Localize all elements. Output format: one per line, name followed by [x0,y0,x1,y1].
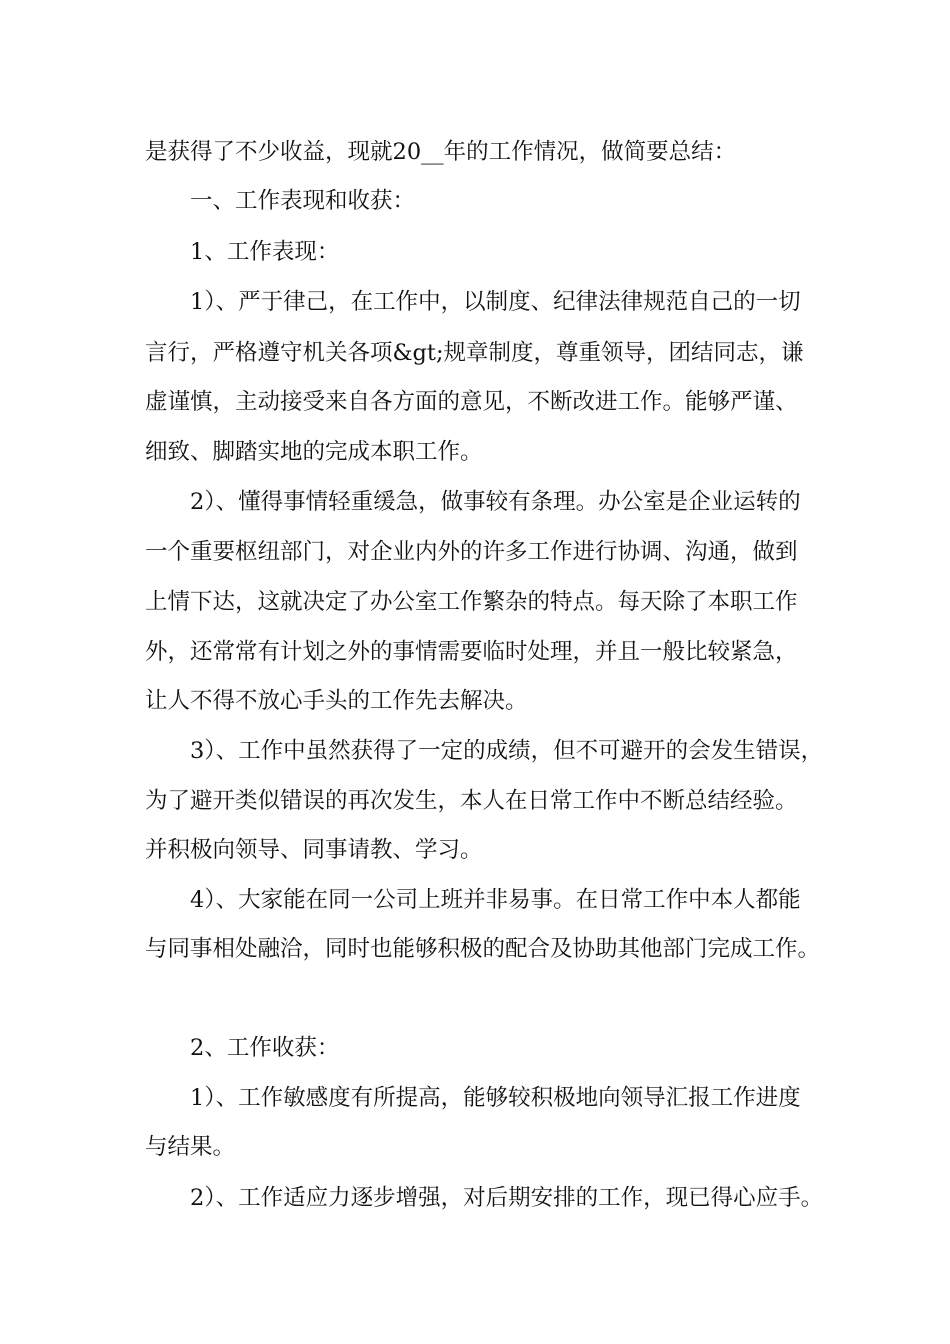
paragraph-line: 2）、懂得事情轻重缓急，做事较有条理。办公室是企业运转的 [190,489,801,515]
paragraph-line: 4）、大家能在同一公司上班并非易事。在日常工作中本人都能 [190,887,801,913]
paragraph-line: 2）、工作适应力逐步增强，对后期安排的工作，现已得心应手。 [190,1185,824,1211]
paragraph-line: 与结果。 [145,1134,236,1160]
paragraph-line: 1）、严于律己，在工作中，以制度、纪律法律规范自己的一切 [190,289,801,315]
subsection-heading-work-performance: 1、工作表现： [190,239,340,265]
paragraph-line: 外，还常常有计划之外的事情需要临时处理，并且一般比较紧急， [145,639,798,665]
paragraph-line: 上情下达，这就决定了办公室工作繁杂的特点。每天除了本职工作 [145,589,798,615]
paragraph-line: 一个重要枢纽部门，对企业内外的许多工作进行协调、沟通，做到 [145,539,798,565]
paragraph-line: 与同事相处融洽，同时也能够积极的配合及协助其他部门完成工作。 [145,936,821,962]
section-heading-1: 一、工作表现和收获： [190,188,416,214]
paragraph-line: 言行，严格遵守机关各项&gt;规章制度，尊重领导，团结同志，谦 [145,340,804,366]
paragraph-line: 3）、工作中虽然获得了一定的成绩，但不可避开的会发生错误， [190,738,824,764]
paragraph-line: 让人不得不放心手头的工作先去解决。 [145,688,528,714]
subsection-heading-work-gains: 2、工作收获： [190,1035,340,1061]
paragraph-line: 1）、工作敏感度有所提高，能够较积极地向领导汇报工作进度 [190,1085,801,1111]
paragraph-line: 细致、脚踏实地的完成本职工作。 [145,439,483,465]
paragraph-line: 为了避开类似错误的再次发生，本人在日常工作中不断总结经验。 [145,788,798,814]
paragraph-intro: 是获得了不少收益，现就20__年的工作情况，做简要总结： [145,139,737,165]
paragraph-line: 虚谨慎，主动接受来自各方面的意见，不断改进工作。能够严谨、 [145,389,798,415]
paragraph-line: 并积极向领导、同事请教、学习。 [145,837,483,863]
